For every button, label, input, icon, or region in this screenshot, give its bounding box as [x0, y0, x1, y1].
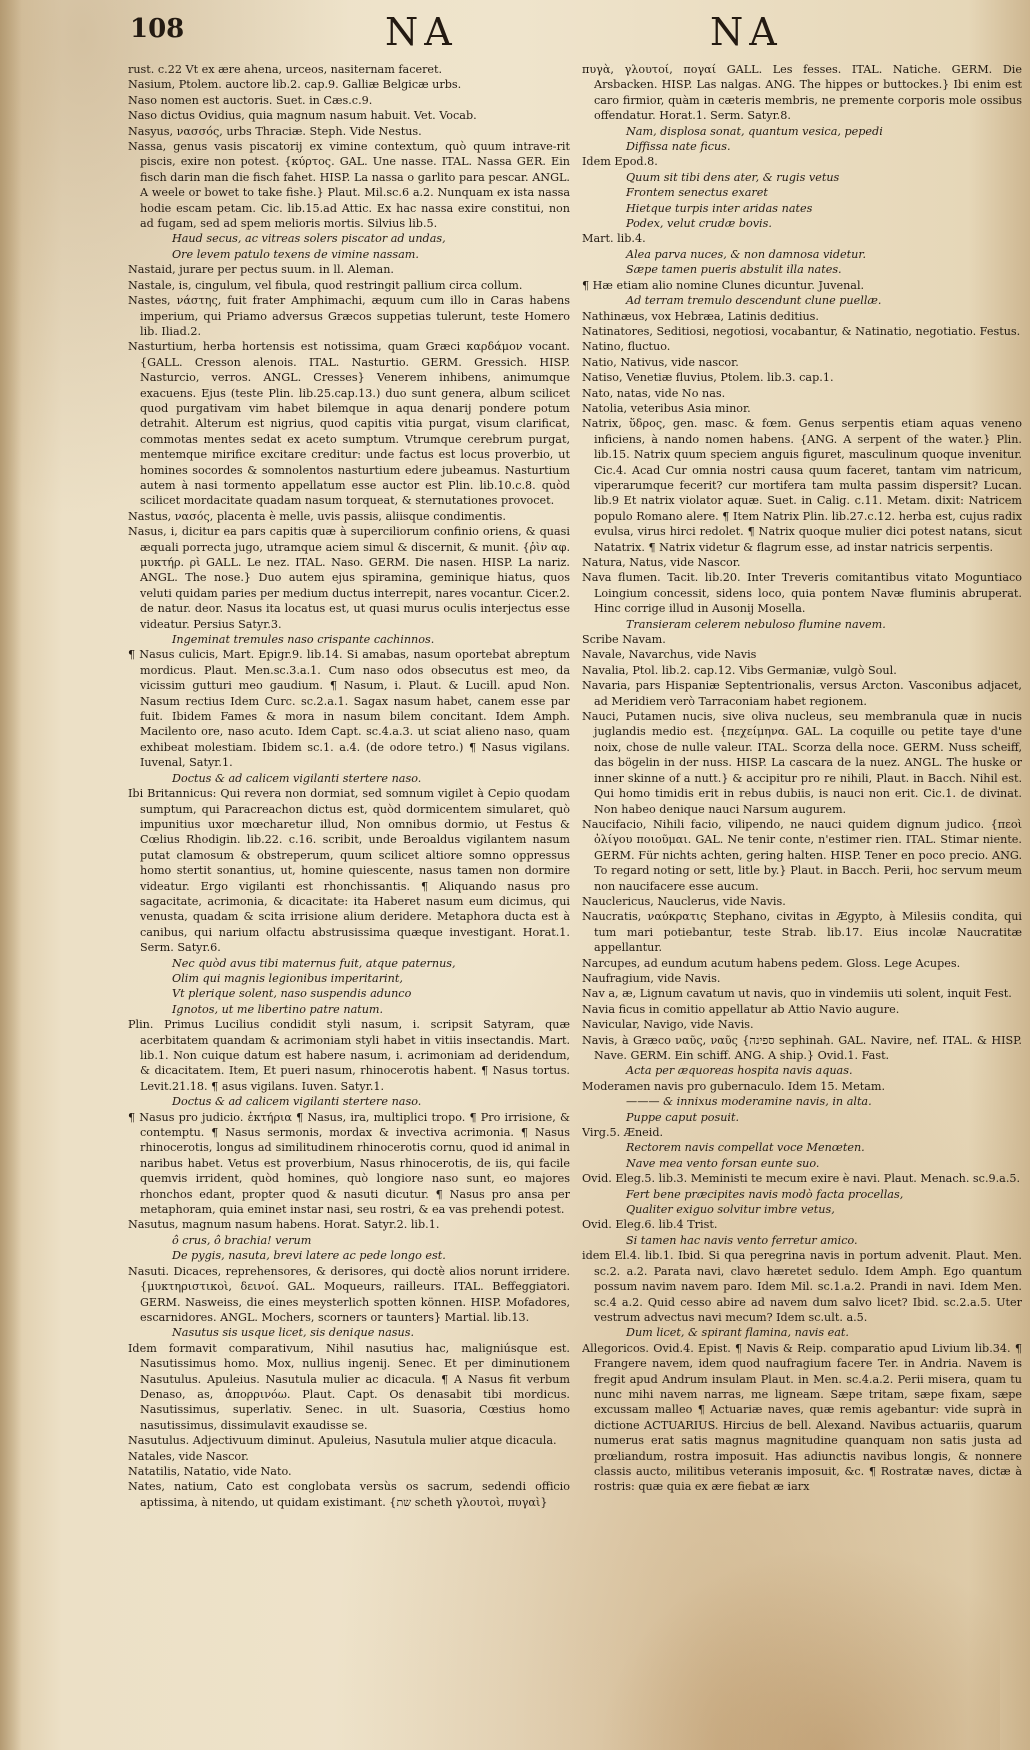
dictionary-entry: ¶ Nasus culicis, Mart. Epigr.9. lib.14. Si amabas, nasum oportebat abreptum mordicus. Plaut. Men.sc.3.a.1. Cum naso odos obsecutus est meo, da vicissim gutturi meo gaudium. ¶ Nasum, i. Plaut. & Lucill. apud Non. Nasum rectius Idem Curc. sc.2.a.1. Sagax nasum habet, canem esse par fuit. Ibidem Fames & mora in nasum bilem concitant. Idem Amph. Macilento ore, naso acuto. Idem Capt. sc.4.a.3. ut sciat alieno naso, quam exhibeat molestiam. Ibidem sc.1. a.4. (de odore tetro.) ¶ Nasus vigilans. Iuvenal, Satyr.1.: [128, 648, 570, 770]
dictionary-entry: Natinatores, Seditiosi, negotiosi, vocabantur, & Natinatio, negotiatio. Festus.: [582, 324, 1021, 338]
verse-quotation: Si tamen hac navis vento ferretur amico.: [626, 1233, 858, 1247]
dictionary-entry: Naufragium, vide Navis.: [582, 971, 721, 985]
dictionary-entry: Idem Epod.8.: [582, 155, 658, 169]
dictionary-entry: Natino, fluctuo.: [582, 340, 671, 354]
dictionary-entry: Nasyus, νασσός, urbs Thraciæ. Steph. Vide Nestus.: [128, 124, 422, 138]
dictionary-entry: Nasturtium, herba hortensis est notissima, quam Græci καρδάμον vocant. {GALL. Cresson alenois. ITAL. Nasturtio. GERM. Gressich. HISP. Nasturcio, verros. ANGL. Cresses} Venerem inhibens, animumque exacuens. Ejus (teste Plin. lib.25.cap.13.) duo sunt genera, album scilicet quod purgativam vim habet bilemque in aqua denarij pondere potum detrahit. Alterum est nigrius, quod capitis vitia purgat, visum clarificat, commotas mentes sedat ex aceto sumptum. Vtrumque cerebrum purgat, mentemque mirifice excitare creditur: unde factus est locus proverbio, ut homines socordes & somnolentos nasturtium edere jubeamus. Nasturtium autem à nasi tormento appellatum esse auctor est Plin. lib.10.c.8. quòd scilicet mordacitate quadam nasum torqueat, & sternutationes provocet.: [128, 340, 570, 508]
verse-quotation: Sæpe tamen pueris abstulit illa nates.: [626, 263, 842, 277]
dictionary-entry: Nastaid, jurare per pectus suum. in ll. Aleman.: [128, 263, 394, 277]
dictionary-entry: Ovid. Eleg.6. lib.4 Trist.: [582, 1218, 718, 1232]
verse-quotation: Ad terram tremulo descendunt clune puellæ.: [626, 294, 882, 308]
dictionary-entry: Nav a, æ, Lignum cavatum ut navis, quo in vindemiis uti solent, inquit Fest.: [582, 987, 1012, 1001]
verse-quotation: Fert bene præcipites navis modò facta procellas,: [626, 1187, 904, 1201]
verse-quotation: De pygis, nasuta, brevi latere ac pede longo est.: [172, 1249, 446, 1263]
verse-quotation: Nam, displosa sonat, quantum vesica, pepedi: [626, 124, 883, 138]
dictionary-entry: Naucifacio, Nihili facio, vilipendo, ne nauci quidem dignum judico. {πεοὶ ὀλίγου ποιοῦμαι. GAL. Ne tenir conte, n'estimer rien. ITAL. Stimar niente. GERM. Für nichts achten, gering halten. HISP. Tener en poco precio. ANG. To regard noting or sett, litle by.} Plaut. in Bacch. Perii, hoc servum meum non naucifacere esse aucum.: [582, 817, 1022, 893]
verse-quotation: Vt plerique solent, naso suspendis adunco: [172, 987, 412, 1001]
dictionary-entry: Naso nomen est auctoris. Suet. in Cæs.c.9.: [128, 93, 373, 107]
dictionary-entry: Plin. Primus Lucilius condidit styli nasum, i. scripsit Satyram, quæ acerbitatem quandam & acrimoniam styli habet in vitiis insectandis. Mart. lib.1. Non cuique datum est habere nasum, i. acrimoniam ad deridendum, & dicacitatem. Item, Et pueri nasum, rhinocerotis habent. ¶ Nasus tortus. Levit.21.18. ¶ asus vigilans. Iuven. Satyr.1.: [128, 1018, 570, 1093]
dictionary-entry: Nato, natas, vide No nas.: [582, 386, 726, 400]
dictionary-entry: Nasium, Ptolem. auctore lib.2. cap.9. Galliæ Belgicæ urbs.: [128, 78, 462, 92]
verse-quotation: Hietque turpis inter aridas nates: [626, 201, 813, 215]
verse-quotation: Ore levem patulo texens de vimine nassam.: [172, 247, 419, 261]
dictionary-entry: Navis, à Græco ναῦς, ναῦς {ספינה sephinah. GAL. Navire, nef. ITAL. & HISP. Nave. GERM. Ein schiff. ANG. A ship.} Ovid.1. Fast.: [582, 1033, 1022, 1062]
dictionary-entry: Idem formavit comparativum, Nihil nasutius hac, maligniúsque est. Nasutissimus homo. Mox, nullius ingenij. Senec. Et per diminutionem Nasutulus. Apuleius. Nasutula mulier ac dicacula. ¶ A Nasus fit verbum Denaso, as, ἀπορρινόω. Plaut. Capt. Os denasabit tibi mordicus. Nasutissimus, superlativ. Senec. in ult. Suasoria, Cœstius homo nasutissimus, dissimulavit exaudisse se.: [128, 1341, 570, 1432]
running-head-right: NA: [710, 10, 783, 54]
dictionary-entry: Nasutus, magnum nasum habens. Horat. Satyr.2. lib.1.: [128, 1218, 440, 1232]
dictionary-entry: Navaria, pars Hispaniæ Septentrionalis, versus Arcton. Vasconibus adjacet, ad Meridiem verò Tarraconiam habet regionem.: [582, 679, 1022, 708]
dictionary-entry: Nates, natium, Cato est conglobata versùs os sacrum, sedendi officio aptissima, à nitendo, ut quidam existimant. {שת scheth γλουτοὶ, πυγαὶ}: [128, 1480, 570, 1509]
dictionary-entry: Nauclericus, Nauclerus, vide Navis.: [582, 894, 786, 908]
dictionary-entry: Nastus, νασός, placenta è melle, uvis passis, aliisque condimentis.: [128, 509, 506, 523]
dictionary-entry: Natolia, veteribus Asia minor.: [582, 401, 751, 415]
verse-quotation: Doctus & ad calicem vigilanti stertere naso.: [172, 1095, 422, 1109]
dictionary-entry: Nathinæus, vox Hebræa, Latinis deditius.: [582, 309, 819, 323]
verse-quotation: Rectorem navis compellat voce Menœten.: [626, 1141, 865, 1155]
dictionary-entry: Nastes, νάστης, fuit frater Amphimachi, æquum cum illo in Caras habens imperium, qui Priamo adversus Græcos suppetias tulerunt, teste Homero lib. Iliad.2.: [128, 294, 570, 338]
page-header: [0, 0, 1030, 62]
running-head-left: NA: [385, 10, 458, 54]
dictionary-entry: Virg.5. Æneid.: [582, 1126, 664, 1140]
dictionary-entry: Scribe Navam.: [582, 633, 666, 647]
dictionary-entry: Allegoricos. Ovid.4. Epist. ¶ Navis & Reip. comparatio apud Livium lib.34. ¶ Frangere navem, idem quod naufragium facere Ter. in Andria. Navem is fregit apud Andrum insulam Plaut. in Men. sc.4.a.2. Perii misera, quam tu nunc mihi navem narras, me ligneam. Sæpe tritam, sæpe fixam, sæpe excussam malleo ¶ Actuariæ naves, quæ remis agebantur: vide suprà in dictione ACTUARIUS. Hircius de bell. Alexand. Navibus actuariis, quarum numerus erat satis magnus magnitudine quanquam non satis justa ad prœliandum, rostra imposuit. Has adiunctis navibus longis, & nonnere classis aucto, militibus veteranis imposuit, &c. ¶ Rostratæ naves, dictæ à rostris: quæ quia ex ære fiebat æ iarx: [582, 1341, 1022, 1494]
dictionary-entry: πυγὰ, γλουτοί, πογαί GALL. Les fesses. ITAL. Natiche. GERM. Die Arsbacken. HISP. Las nalgas. ANG. The hippes or buttockes.} Ibi enim est caro firmior, quàm in cæteris membris, ne premente corporis mole ossibus offendatur. Horat.1. Serm. Satyr.8.: [582, 63, 1022, 123]
verse-quotation: Puppe caput posuit.: [626, 1110, 740, 1124]
verse-quotation: Dum licet, & spirant flamina, navis eat.: [626, 1326, 849, 1340]
dictionary-entry: Natiso, Venetiæ fluvius, Ptolem. lib.3. cap.1.: [582, 371, 834, 385]
dictionary-entry: Nastale, is, cingulum, vel fibula, quod restringit pallium circa collum.: [128, 278, 523, 292]
dictionary-entry: Navalia, Ptol. lib.2. cap.12. Vibs Germaniæ, vulgò Soul.: [582, 663, 897, 677]
dictionary-entry: ¶ Hæ etiam alio nomine Clunes dicuntur. Juvenal.: [582, 278, 865, 292]
page-gutter-shadow: [0, 0, 22, 1750]
verse-quotation: Frontem senectus exaret: [626, 186, 768, 200]
dictionary-entry: Narcupes, ad eundum acutum habens pedem. Gloss. Lege Acupes.: [582, 956, 961, 970]
dictionary-entry: Naso dictus Ovidius, quia magnum nasum habuit. Vet. Vocab.: [128, 109, 477, 123]
dictionary-entry: idem El.4. lib.1. Ibid. Si qua peregrina navis in portum advenit. Plaut. Men. sc.2. a.2. Parata navi, clavo hæretet sedulo. Idem Amph. Ego quantum possum navim navem paro. Idem Mil. sc.1.a.2. Prandi in navi. Idem Men. sc.4 a.2. Quid cesso abire ad navem dum salvo licet? Ibid. sc.2.a.5. Uter vestrum advectus navi mecum? Idem sc.ult. a.5.: [582, 1249, 1022, 1324]
dictionary-entry: Naucratis, ναύκρατις Stephano, civitas in Ægypto, à Milesiis condita, qui tum mari potiebantur, teste Strab. lib.17. Eius incolæ Naucratitæ appellantur.: [582, 910, 1022, 955]
dictionary-entry: Nava flumen. Tacit. lib.20. Inter Treveris comitantibus vitato Moguntiaco Loingium concessit, sidens loco, quia pontem Navæ fluminis abruperat. Hinc corrige illud in Ausonij Mosella.: [582, 571, 1022, 616]
verse-quotation: Nec quòd avus tibi maternus fuit, atque paternus,: [172, 956, 456, 970]
dictionary-entry: Natrix, ὕδρος, gen. masc. & fœm. Genus serpentis etiam aquas veneno inficiens, à nando nomen habens. {ANG. A serpent of the water.} Plin. lib.15. Natrix quum speciem anguis figuret, masculinum quoque invenitur. Cic.4. Acad Cur omnia nostri causa quum faceret, tantam vim natricum, viperarumque fecerit? cur mortifera tam multa passim dispersit? Lucan. lib.9 Et natrix violator aquæ. Suet. in Calig. c.11. Metam. dixit: Natricem populo Romano alere. ¶ Item Natrix Plin. lib.27.c.12. herba est, cujus radix evulsa, virus hirci redolet. ¶ Natrix quoque mulier dici potest natans, sicut Natatrix. ¶ Natrix videtur & flagrum esse, ad instar natricis serpentis.: [582, 417, 1022, 554]
dictionary-entry: Navia ficus in comitio appellatur ab Attio Navio augure.: [582, 1002, 900, 1016]
verse-quotation: Ignotos, ut me libertino patre natum.: [172, 1002, 384, 1016]
right-column: [582, 62, 1022, 1732]
dictionary-entry: Nasuti. Dicaces, reprehensores, & derisores, qui doctè alios norunt irridere. {μυκτηριστικοὶ, δεινοί. GAL. Moqueurs, railleurs. ITAL. Beffeggiatori. GERM. Nasweiss, die eines meysterlich spotten können. HISP. Mofadores, escarnidores. ANGL. Mochers, scorners or taunters} Martial. lib.13.: [128, 1264, 570, 1324]
dictionary-entry: Navale, Navarchus, vide Navis: [582, 648, 757, 662]
dictionary-entry: Ibi Britannicus: Qui revera non dormiat, sed somnum vigilet à Cepio quodam sumptum, qui Paracreachon dictus est, quòd dormicentem simularet, quò impunitius uxor mœcharetur illud, Non omnibus dormio, ut Festus & Cœlius Rhodigin. lib.22. c.16. scribit, unde Beroaldus vigilantem nasum putat clamosum & obstreperum, quum scilicet altiore somno oppressus homo stertit sonantius, ut, homine quiescente, nasus tamen non dormire videatur. Ergo vigilanti est rhonchissantis. ¶ Aliquando nasus pro sagacitate, acrimonia, & dicacitate: ita Haberet nasum eum dicimus, qui venusta, quadam & scita irrisione alium deridere. Metaphora ducta est à canibus, qui narium olfactu abstrusissima quæque investigant. Horat.1. Serm. Satyr.6.: [128, 787, 570, 955]
verse-quotation: Diffissa nate ficus.: [626, 140, 731, 154]
verse-quotation: Haud secus, ac vitreas solers piscator ad undas,: [172, 232, 446, 246]
verse-quotation: Quum sit tibi dens ater, & rugis vetus: [626, 170, 840, 184]
dictionary-entry: rust. c.22 Vt ex ære ahena, urceos, nasiternam faceret.: [128, 63, 443, 76]
verse-quotation: Doctus & ad calicem vigilanti stertere naso.: [172, 771, 422, 785]
verse-quotation: Ingeminat tremules naso crispante cachinnos.: [172, 633, 435, 647]
verse-quotation: Olim qui magnis legionibus imperitarint,: [172, 971, 403, 985]
verse-quotation: Qualiter exiguo solvitur imbre vetus,: [626, 1203, 835, 1217]
dictionary-entry: Natio, Nativus, vide nascor.: [582, 355, 739, 369]
dictionary-entry: Natatilis, Natatio, vide Nato.: [128, 1464, 292, 1478]
verse-quotation: Nave mea vento forsan eunte suo.: [626, 1156, 820, 1170]
dictionary-entry: Nasutulus. Adjectivuum diminut. Apuleius, Nasutula mulier atque dicacula.: [128, 1434, 557, 1448]
verse-quotation: Podex, velut crudæ bovis.: [626, 217, 772, 231]
dictionary-entry: Mart. lib.4.: [582, 232, 646, 246]
dictionary-entry: ¶ Nasus pro judicio. ἐκτήρια ¶ Nasus, ira, multiplici tropo. ¶ Pro irrisione, & contemptu. ¶ Nasus sermonis, mordax & invectiva acrimonia. ¶ Nasus rhinocerotis, longus ad similitudinem rhinocerotis cornu, quod id animal in naribus habet. Vetus est proverbium, Nasus rhinocerotis, de iis, qui facile quemvis irrident, quòd homines, quò longiore naso sunt, eo majores rhonchos edant, propter quod & nasuti dicutur. ¶ Nasus pro ansa per metaphoram, quia eminet instar nasi, seu rostri, & ea vas prehendi potest.: [128, 1110, 570, 1217]
verse-quotation: Acta per æquoreas hospita navis aquas.: [626, 1064, 853, 1078]
verse-quotation: ——— & innixus moderamine navis, in alta.: [626, 1095, 872, 1109]
dictionary-entry: Ovid. Eleg.5. lib.3. Meministi te mecum exire è navi. Plaut. Menach. sc.9.a.5.: [582, 1172, 1021, 1186]
left-column: [128, 62, 570, 1732]
dictionary-entry: Moderamen navis pro gubernaculo. Idem 15. Metam.: [582, 1079, 886, 1093]
page-number: 108: [130, 14, 185, 44]
dictionary-entry: Natales, vide Nascor.: [128, 1449, 249, 1463]
dictionary-entry: Nassa, genus vasis piscatorij ex vimine contextum, quò quum intrave-rit piscis, exire non potest. {κύρτος. GAL. Une nasse. ITAL. Nassa GER. Ein fisch darin man die fisch fahet. HISP. La nassa o garlito para pescar. ANGL. A weele or bowet to take fishe.} Plaut. Mil.sc.6 a.2. Nunquam ex ista nassa hodie escam petam. Cic. lib.15.ad Attic. Ex hac nassa exire constitui, non ad fugam, sed ad spem melioris mortis. Silvius lib.5.: [128, 140, 570, 231]
verse-quotation: Transieram celerem nebuloso flumine navem.: [626, 617, 886, 631]
dictionary-entry: Natura, Natus, vide Nascor.: [582, 556, 741, 569]
dictionary-entry: Navicular, Navigo, vide Navis.: [582, 1018, 754, 1032]
verse-quotation: Alea parva nuces, & non damnosa videtur.: [626, 247, 866, 261]
verse-quotation: ô crus, ô brachia! verum: [172, 1233, 312, 1247]
verse-quotation: Nasutus sis usque licet, sis denique nasus.: [172, 1326, 415, 1340]
dictionary-entry: Nasus, i, dicitur ea pars capitis quæ à superciliorum confinio oriens, & quasi æquali porrecta jugo, utramque aciem simul & discernit, & munit. {ῥὶν αφ. μυκτήρ. ρὶ GALL. Le nez. ITAL. Naso. GERM. Die nasen. HISP. La nariz. ANGL. The nose.} Duo autem ejus spiramina, geminique hiatus, quos veluti quidam paries per medium ductus interrepit, nares vocantur. Cicer.2. de natur. deor. Nasus ita locatus est, ut quasi murus oculis interjectus esse videatur. Persius Satyr.3.: [128, 525, 570, 631]
dictionary-entry: Nauci, Putamen nucis, sive oliva nucleus, seu membranula quæ in nucis juglandis medio est. {πεχείμηνα. GAL. La coquille ou petite taye d'une noix, chose de nulle valeur. ITAL. Scorza della noce. GERM. Nuss scheiff, das bögelin in der nuss. HISP. La cascara de la nuez. ANGL. The huske or inner skinne of a nutt.} & accipitur pro re nihili, Plaut. in Bacch. Nihil est. Qui homo timidis erit in rebus dubiis, is nauci non erit. Cic.1. de divinat. Non habeo denique nauci Narsum augurem.: [582, 710, 1022, 816]
